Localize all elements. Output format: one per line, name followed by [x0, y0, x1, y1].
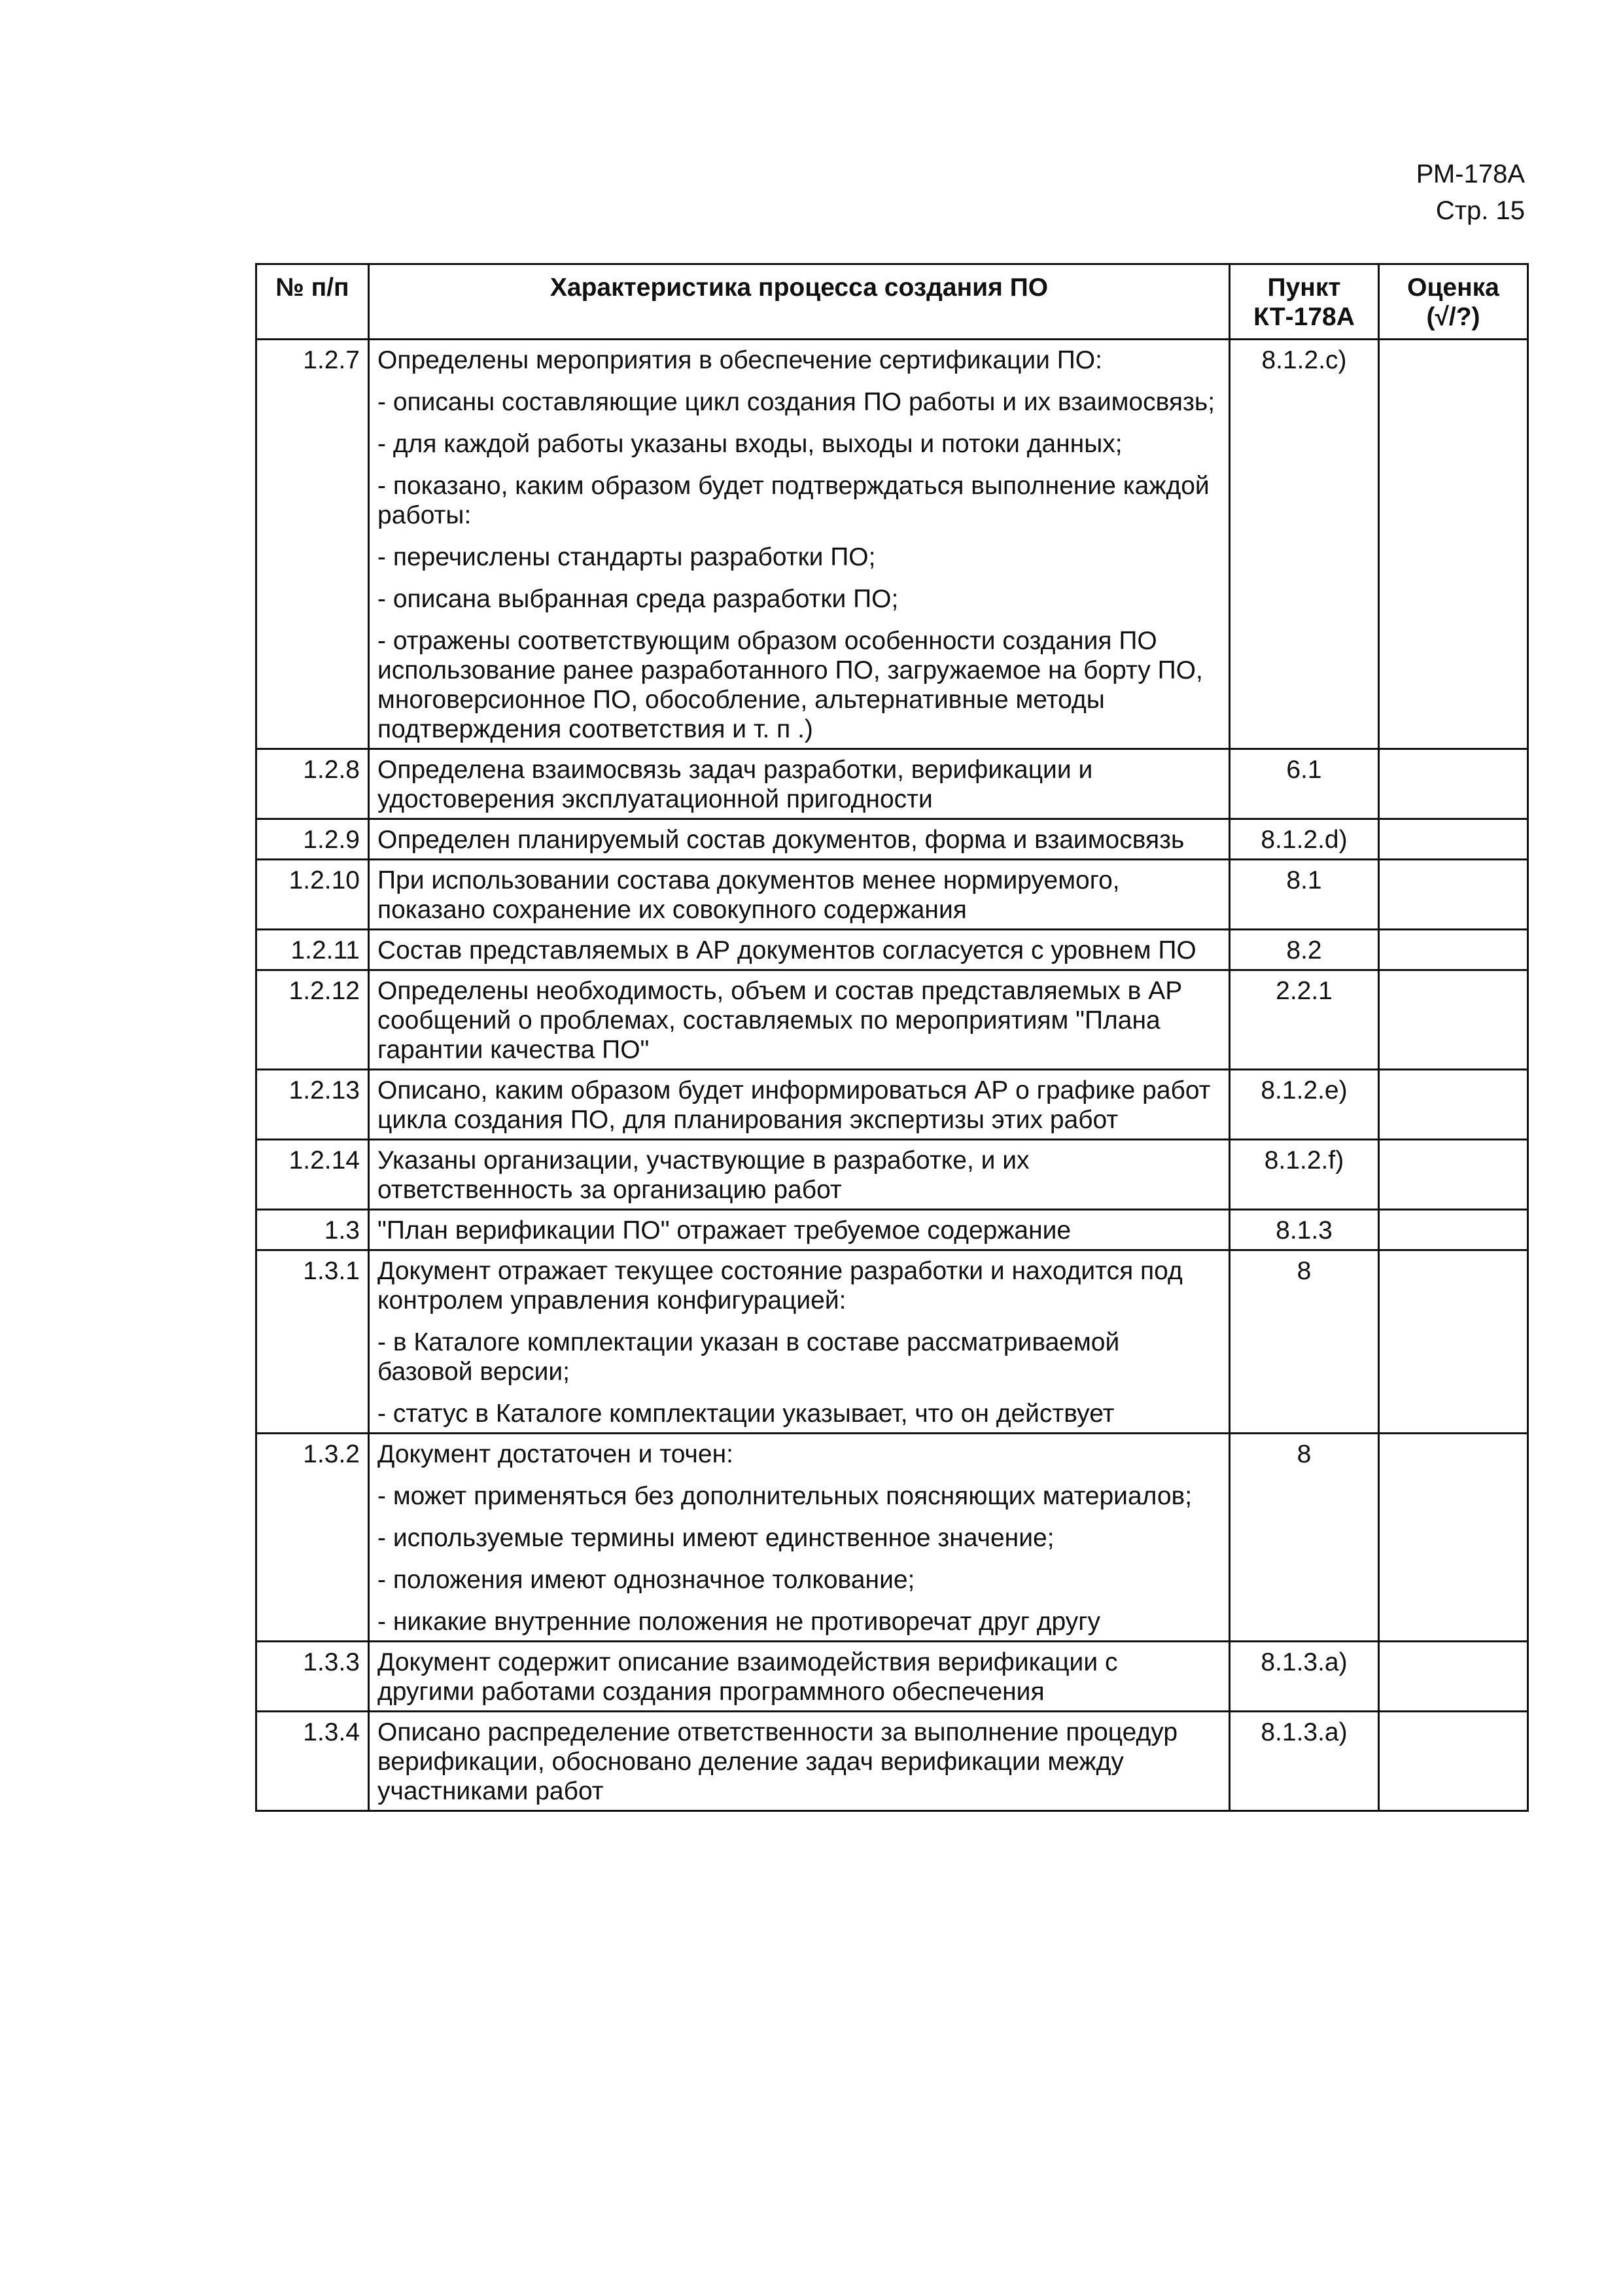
description-line: Документ отражает текущее состояние разработки и находится под контролем управления конфигурацией:	[377, 1257, 1183, 1315]
description-line: Указаны организации, участвующие в разработке, и их ответственность за организацию работ	[377, 1146, 1030, 1204]
standard-clause: 8.1.3.a)	[1230, 1642, 1379, 1712]
assessment-cell[interactable]	[1379, 1070, 1528, 1140]
assessment-cell[interactable]	[1379, 819, 1528, 860]
table-row	[256, 1712, 1528, 1811]
description-line: - никакие внутренние положения не противоречат друг другу	[377, 1608, 1101, 1636]
table-row	[256, 819, 1528, 860]
item-number: 1.3.4	[256, 1712, 369, 1811]
description-line: Определена взаимосвязь задач разработки, верификации и удостоверения эксплуатационной пригодности	[377, 756, 1093, 813]
standard-clause: 8.1.2.f)	[1230, 1140, 1379, 1210]
description-line: - отражены соответствующим образом особенности создания ПО использование ранее разработанного ПО, загружаемое на борту ПО, многоверсионное ПО, обособление, альтернативные методы подтверждения соответствия и т. п .)	[377, 627, 1203, 743]
description-line: - статус в Каталоге комплектации указывает, что он действует	[377, 1400, 1115, 1428]
item-number: 1.2.10	[256, 860, 369, 930]
description-line: Определены мероприятия в обеспечение сертификации ПО:	[377, 346, 1102, 374]
description-line: - положения имеют однозначное толкование;	[377, 1566, 915, 1594]
standard-clause: 8.1.3	[1230, 1210, 1379, 1250]
description-line: - используемые термины имеют единственное значение;	[377, 1524, 1055, 1552]
column-header-assessment: Оценка (√/?)	[1379, 264, 1528, 340]
table-row	[256, 340, 1528, 749]
assessment-cell[interactable]	[1379, 1250, 1528, 1434]
standard-clause: 8.1	[1230, 860, 1379, 930]
assessment-cell[interactable]	[1379, 1642, 1528, 1712]
item-description	[369, 1140, 1230, 1210]
item-description	[369, 1712, 1230, 1811]
table-row	[256, 970, 1528, 1070]
item-description	[369, 860, 1230, 930]
column-header-description: Характеристика процесса создания ПО	[369, 264, 1230, 340]
item-description	[369, 970, 1230, 1070]
description-line: Состав представляемых в АР документов согласуется с уровнем ПО	[377, 936, 1196, 964]
item-number: 1.2.12	[256, 970, 369, 1070]
description-line: - может применяться без дополнительных поясняющих материалов;	[377, 1482, 1193, 1510]
table-row	[256, 1210, 1528, 1250]
item-number: 1.2.11	[256, 930, 369, 970]
description-line: - описана выбранная среда разработки ПО;	[377, 585, 899, 613]
assessment-cell[interactable]	[1379, 860, 1528, 930]
item-number: 1.3.1	[256, 1250, 369, 1434]
standard-clause: 2.2.1	[1230, 970, 1379, 1070]
item-description	[369, 1070, 1230, 1140]
assessment-cell[interactable]	[1379, 340, 1528, 749]
standard-clause: 8.1.2.d)	[1230, 819, 1379, 860]
table-body	[256, 340, 1528, 1811]
page-header	[1416, 156, 1525, 229]
item-number: 1.2.8	[256, 749, 369, 819]
assessment-cell[interactable]	[1379, 1712, 1528, 1811]
description-line: - для каждой работы указаны входы, выходы и потоки данных;	[377, 430, 1123, 458]
description-line: - перечислены стандарты разработки ПО;	[377, 543, 876, 571]
column-header-number: № п/п	[256, 264, 369, 340]
item-description	[369, 749, 1230, 819]
assessment-cell[interactable]	[1379, 1210, 1528, 1250]
standard-clause: 8.2	[1230, 930, 1379, 970]
description-line: При использовании состава документов менее нормируемого, показано сохранение их совокупного содержания	[377, 866, 1120, 924]
column-header-clause: Пункт КТ-178А	[1230, 264, 1379, 340]
standard-clause: 8	[1230, 1434, 1379, 1642]
item-description	[369, 819, 1230, 860]
assessment-cell[interactable]	[1379, 970, 1528, 1070]
item-number: 1.2.7	[256, 340, 369, 749]
standard-clause: 8.1.2.e)	[1230, 1070, 1379, 1140]
table-row	[256, 860, 1528, 930]
description-line: - показано, каким образом будет подтверждаться выполнение каждой работы:	[377, 472, 1210, 529]
standard-clause: 8.1.2.c)	[1230, 340, 1379, 749]
description-line: Определен планируемый состав документов, форма и взаимосвязь	[377, 826, 1185, 854]
checklist-table	[255, 263, 1529, 1812]
item-number: 1.3.3	[256, 1642, 369, 1712]
description-line: Документ содержит описание взаимодействия верификации с другими работами создания программного обеспечения	[377, 1648, 1118, 1706]
description-line: - в Каталоге комплектации указан в составе рассматриваемой базовой версии;	[377, 1328, 1120, 1386]
item-number: 1.2.9	[256, 819, 369, 860]
standard-clause: 8.1.3.a)	[1230, 1712, 1379, 1811]
description-line: - описаны составляющие цикл создания ПО работы и их взаимосвязь;	[377, 388, 1215, 416]
table-row	[256, 1070, 1528, 1140]
assessment-cell[interactable]	[1379, 1140, 1528, 1210]
assessment-cell[interactable]	[1379, 749, 1528, 819]
description-line: Документ достаточен и точен:	[377, 1440, 733, 1468]
item-description	[369, 1642, 1230, 1712]
page-number: Стр. 15	[1435, 196, 1525, 225]
description-line: Описано распределение ответственности за выполнение процедур верификации, обосновано деление задач верификации между участниками работ	[377, 1718, 1178, 1805]
item-description	[369, 1250, 1230, 1434]
item-number: 1.3	[256, 1210, 369, 1250]
description-line: "План верификации ПО" отражает требуемое содержание	[377, 1216, 1072, 1245]
assessment-cell[interactable]	[1379, 930, 1528, 970]
table-row	[256, 749, 1528, 819]
table-row	[256, 1434, 1528, 1642]
table-row	[256, 1642, 1528, 1712]
item-number: 1.2.14	[256, 1140, 369, 1210]
item-description	[369, 930, 1230, 970]
standard-clause: 8	[1230, 1250, 1379, 1434]
assessment-cell[interactable]	[1379, 1434, 1528, 1642]
description-line: Определены необходимость, объем и состав представляемых в АР сообщений о проблемах, составляемых по мероприятиям "Плана гарантии качества ПО"	[377, 977, 1183, 1064]
item-number: 1.2.13	[256, 1070, 369, 1140]
table-row	[256, 930, 1528, 970]
item-number: 1.3.2	[256, 1434, 369, 1642]
item-description	[369, 1210, 1230, 1250]
table-row	[256, 1140, 1528, 1210]
table-header	[256, 264, 1528, 340]
description-line: Описано, каким образом будет информироваться АР о графике работ цикла создания ПО, для планирования экспертизы этих работ	[377, 1076, 1211, 1134]
table-header-row	[256, 264, 1528, 340]
table-row	[256, 1250, 1528, 1434]
item-description	[369, 340, 1230, 749]
standard-clause: 6.1	[1230, 749, 1379, 819]
document-code: РМ-178А	[1416, 160, 1525, 188]
item-description	[369, 1434, 1230, 1642]
